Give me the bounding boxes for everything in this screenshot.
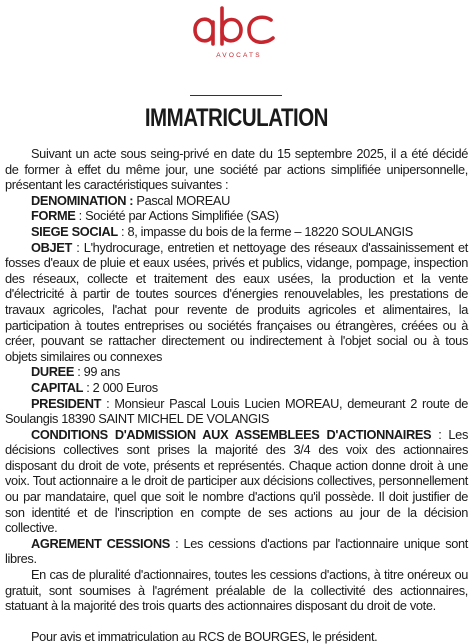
plurality-paragraph: En cas de pluralité d'actionnaires, toutes les cessions d'actions, à titre onéreux ou gratuit, sont soumises à l'agrément préalable de la collectivité des actionnaires, statuant à la majorité des trois quarts des actionnaires disposant du droit de vote. (5, 567, 468, 614)
siege-label: SIEGE SOCIAL (31, 223, 118, 239)
siege-line (5, 224, 468, 240)
page-title: IMMATRICULATION (144, 104, 328, 132)
abc-avocats-logo (189, 2, 285, 64)
capital-line (5, 380, 468, 396)
president-label: PRESIDENT (31, 395, 102, 411)
forme-line (5, 208, 468, 224)
notice-body (5, 146, 468, 644)
objet-label: OBJET (31, 239, 72, 255)
title-divider (190, 95, 282, 96)
duree-label: DUREE (31, 364, 75, 380)
logo-subtitle: AVOCATS (216, 52, 262, 59)
objet-value: : L'hydrocurage, entretien et nettoyage des réseaux d'assainissement et fosses d'eaux de pluie et eaux usées, privés et publics, vidange, pompage, inspection des réseaux, collecte et traitement des eaux usées, la production et la vente d'électricité à partir de toutes sources d'énergies renouvelables, les prestations de travaux agricoles, l'achat pour revente de produits agricoles et alimentaires, la participation à toutes entreprises ou sociétés françaises ou étrangères, créées ou à créer, pouvant se rattacher directement ou indirectement à l'objet social ou à tous objets similaires ou connexes (5, 239, 468, 364)
duree-value: : 99 ans (74, 364, 120, 380)
closing-line: Pour avis et immatriculation au RCS de BOURGES, le président. (31, 628, 378, 644)
siege-value: : 8, impasse du bois de la ferme – 18220 SOULANGIS (117, 223, 413, 239)
denomination-label: DENOMINATION : (31, 192, 134, 208)
agrement-value: : Les cessions d'actions par l'actionnaire unique sont libres. (5, 535, 469, 567)
duree-line (5, 364, 468, 380)
capital-value: : 2 000 Euros (83, 379, 158, 395)
president-value: : Monsieur Pascal Louis Lucien MOREAU, demeurant 2 route de Soulangis 18390 SAINT MICHEL DE VOLANGIS (5, 395, 468, 427)
forme-value: : Société par Actions Simplifiée (SAS) (75, 208, 279, 224)
conditions-paragraph (5, 427, 468, 536)
agrement-paragraph (5, 536, 468, 567)
conditions-value: : Les décisions collectives sont prises la majorité des 3/4 des voix des actionnaires disposant du droit de vote, présents et représentés. Chaque action donne droit à une voix. Tout actionnaire a le droit de participer aux décisions collectives, personnellement ou par mandataire, quel que soit le nombre d'actions qu'il possède. Il doit justifier de son identité et de l'inscription en compte de ses actions au jour de la décision collective. (5, 426, 469, 536)
objet-paragraph (5, 240, 468, 365)
intro-paragraph: Suivant un acte sous seing-privé en date du 15 septembre 2025, il a été décidé de former à effet du même jour, une société par actions simplifiée unipersonnelle, présentant les caractéristiques suivantes : (5, 146, 468, 193)
denomination-line (5, 193, 468, 209)
conditions-label: CONDITIONS D'ADMISSION AUX ASSEMBLEES D'ACTIONNAIRES (31, 426, 432, 442)
capital-label: CAPITAL (31, 379, 84, 395)
president-paragraph (5, 396, 468, 427)
forme-label: FORME (31, 208, 76, 224)
agrement-label: AGREMENT CESSIONS (31, 535, 170, 551)
denomination-value: Pascal MOREAU (133, 192, 231, 208)
